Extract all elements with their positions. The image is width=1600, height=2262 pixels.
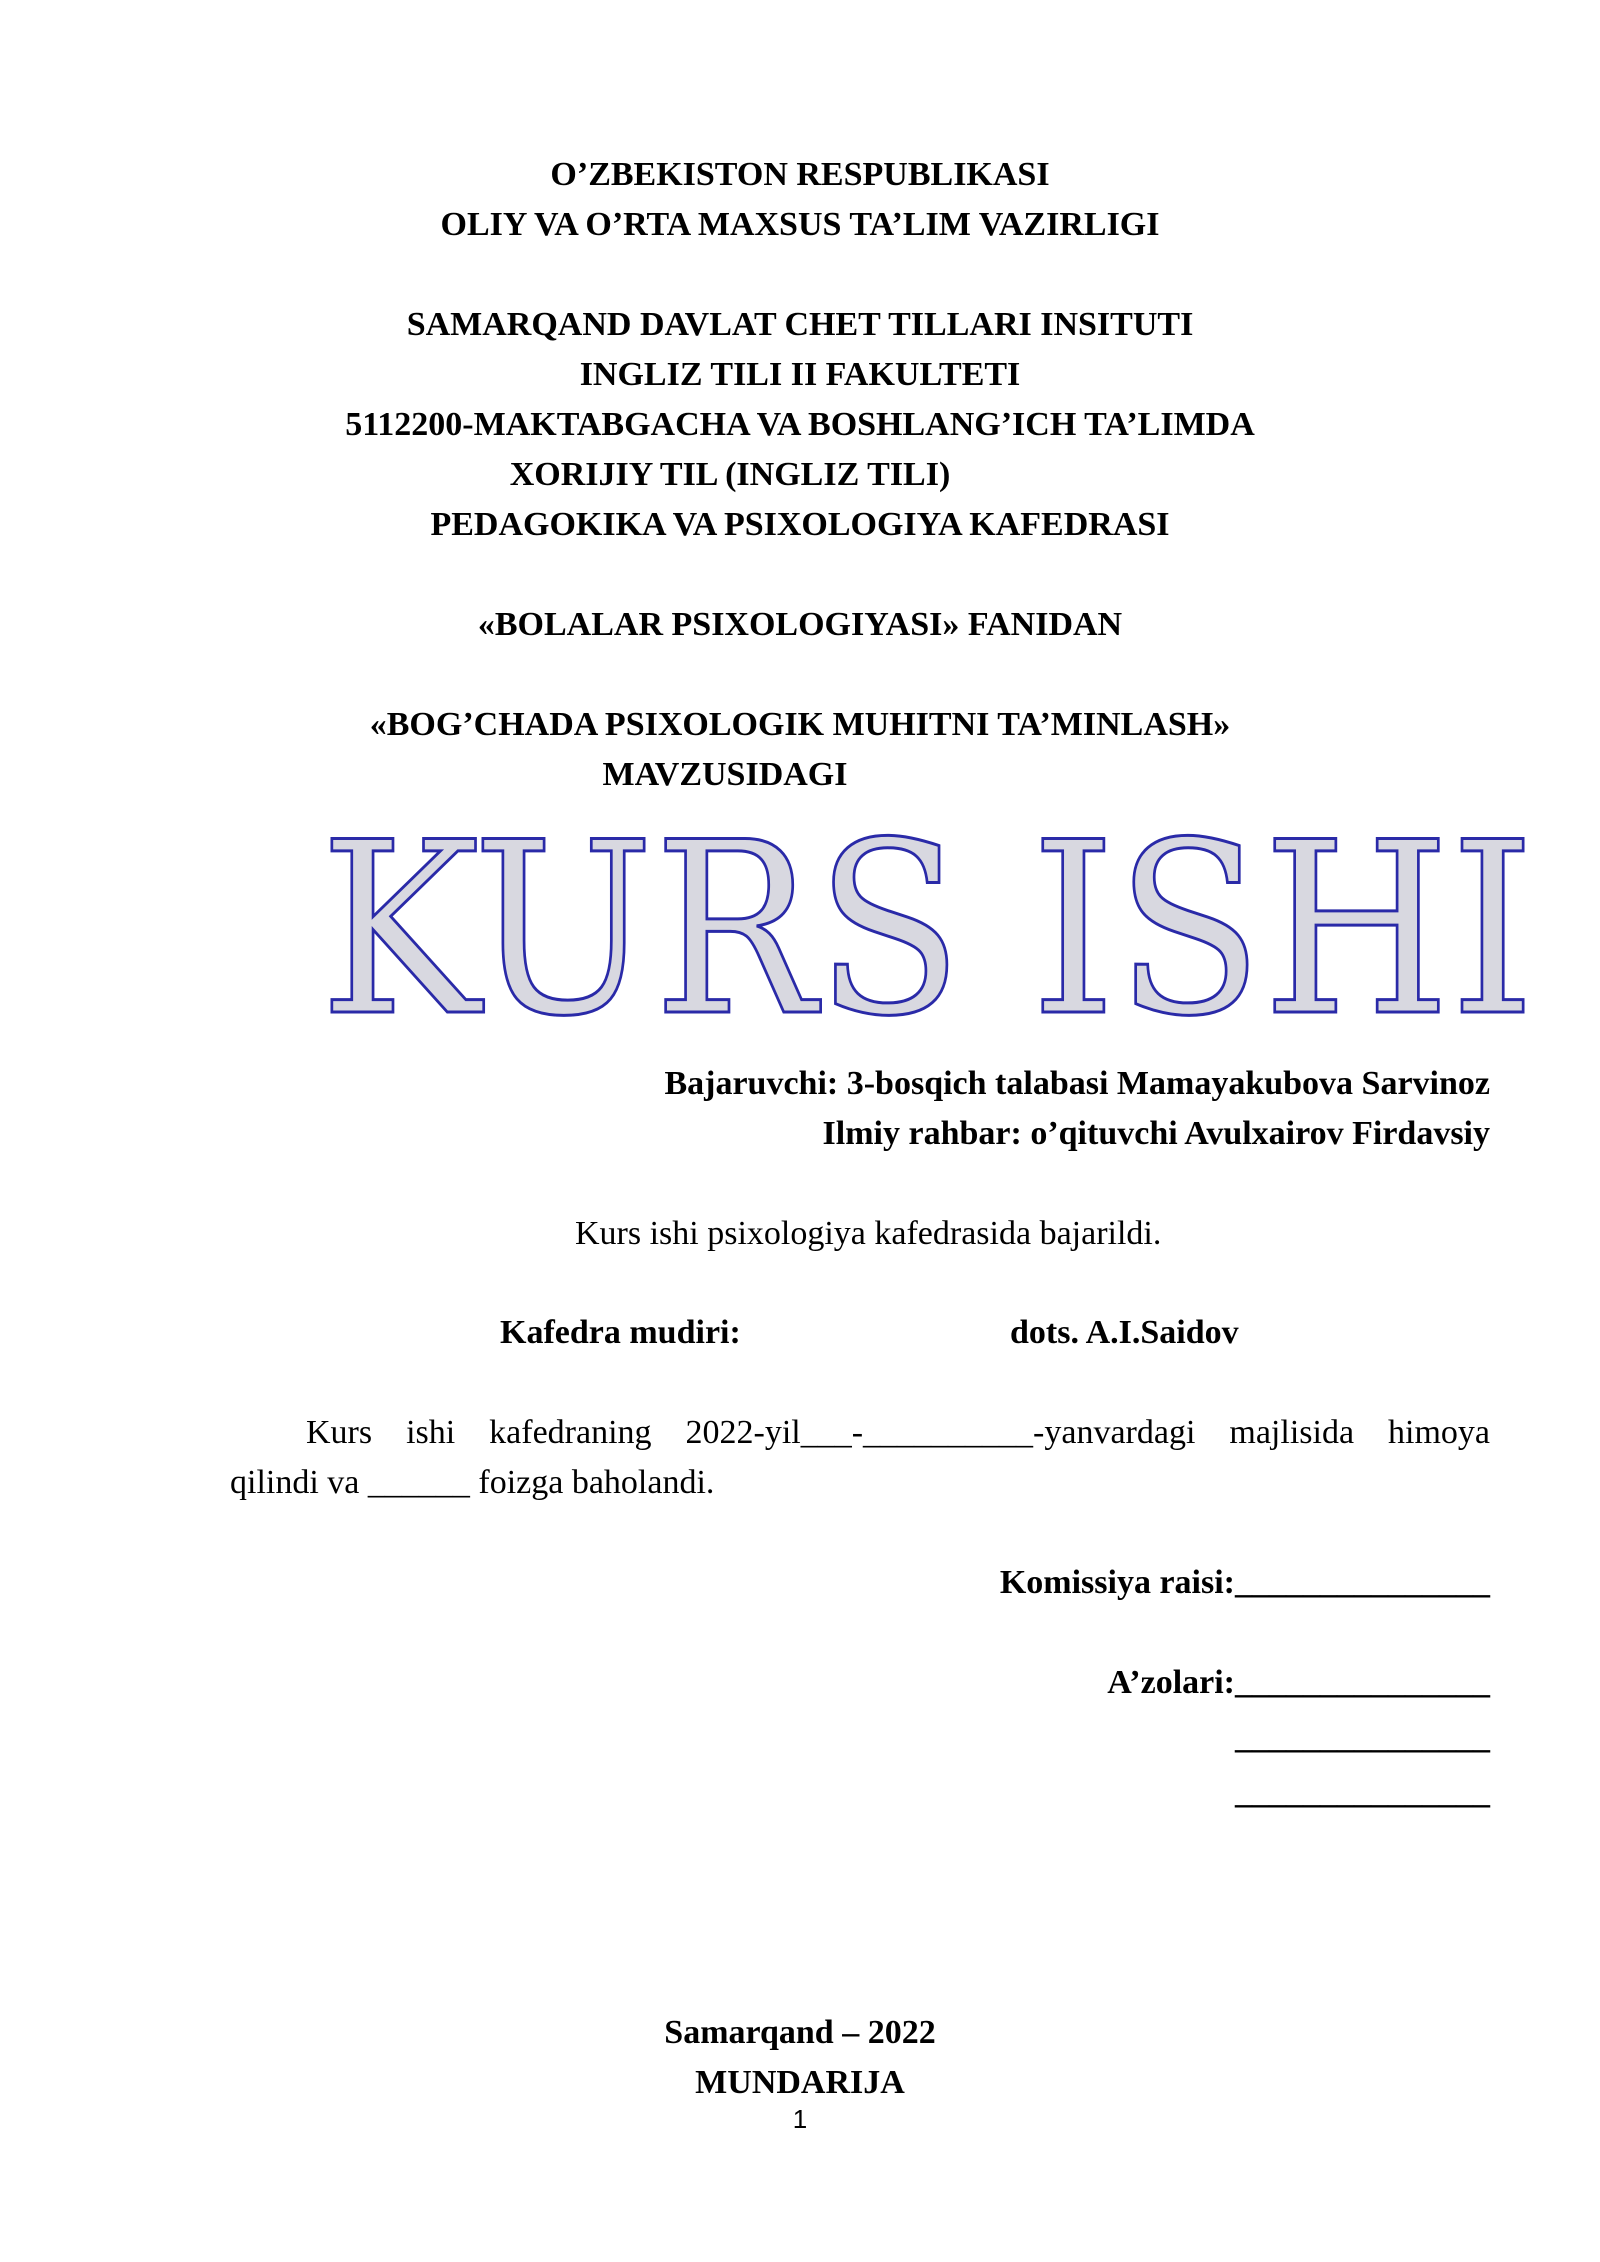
completion-note: Kurs ishi psixologiya kafedrasida bajarildi.	[575, 1215, 1162, 1252]
kurs-ishi-wordart	[320, 812, 1540, 1032]
department-head-label: Kafedra mudiri:	[500, 1314, 741, 1351]
topic-subtitle: MAVZUSIDAGI	[602, 756, 848, 793]
commission-chair: Komissiya raisi:_______________	[999, 1564, 1490, 1601]
performer-line: Bajaruvchi: 3-bosqich talabasi Mamayakubova Sarvinoz	[664, 1065, 1490, 1102]
supervisor-line: Ilmiy rahbar: o’qituvchi Avulxairov Firdavsiy	[822, 1115, 1490, 1152]
member-signature-line: _______________	[1235, 1719, 1490, 1756]
header-specialty: 5112200-MAKTABGACHA VA BOSHLANG’ICH TA’LIMDA	[345, 406, 1255, 443]
topic-title: «BOG’CHADA PSIXOLOGIK MUHITNI TA’MINLASH»	[369, 706, 1231, 743]
contents-heading: MUNDARIJA	[695, 2064, 905, 2101]
defense-line-2: qilindi va ______ foizga baholandi.	[230, 1464, 715, 1501]
big-title-text: KURS ISHI	[320, 812, 1535, 1032]
page-number: 1	[792, 2104, 808, 2134]
commission-members: A’zolari:_______________	[1107, 1664, 1490, 1701]
header-department: PEDAGOKIKA VA PSIXOLOGIYA KAFEDRASI	[430, 506, 1170, 543]
department-head-name: dots. A.I.Saidov	[1010, 1314, 1239, 1351]
subject-title: «BOLALAR PSIXOLOGIYASI» FANIDAN	[477, 606, 1123, 643]
defense-line-1: Kurs ishi kafedraning 2022-yil___-__________-yanvardagi majlisida himoya	[306, 1414, 1490, 1451]
member-signature-line: _______________	[1235, 1774, 1490, 1811]
city-year: Samarqand – 2022	[664, 2014, 936, 2051]
defense-paragraph	[230, 1408, 1490, 1508]
header-country: O’ZBEKISTON RESPUBLIKASI	[550, 156, 1050, 193]
header-ministry: OLIY VA O’RTA MAXSUS TA’LIM VAZIRLIGI	[440, 206, 1160, 243]
header-faculty: INGLIZ TILI II FAKULTETI	[579, 356, 1021, 393]
header-institute: SAMARQAND DAVLAT CHET TILLARI INSITUTI	[406, 306, 1194, 343]
header-specialty-cont: XORIJIY TIL (INGLIZ TILI)	[509, 456, 951, 493]
